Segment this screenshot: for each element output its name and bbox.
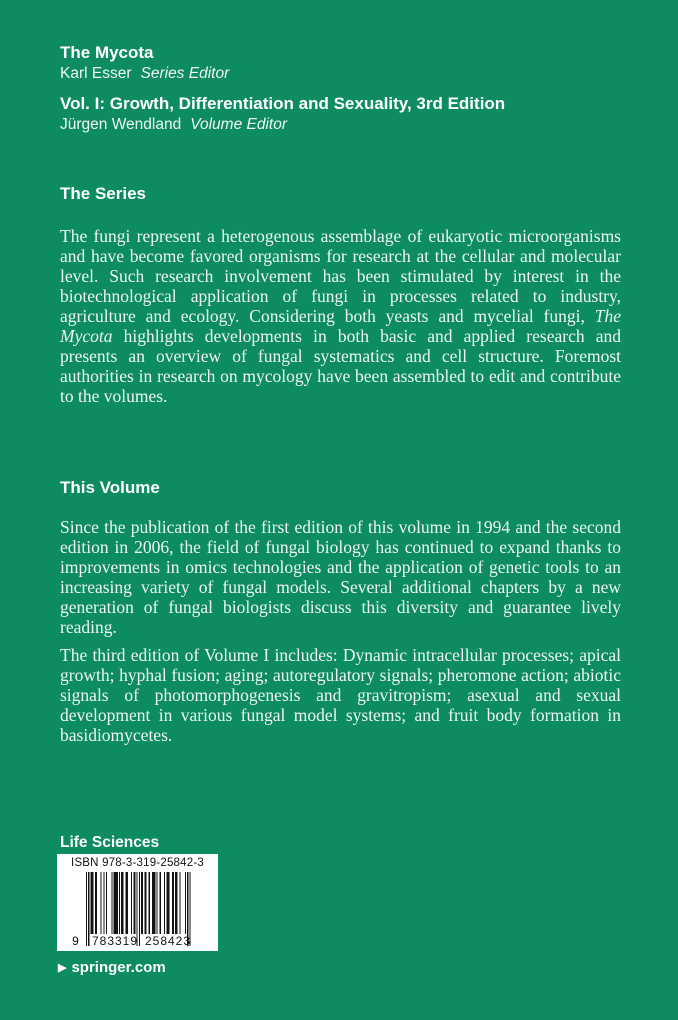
- series-paragraph: The fungi represent a heterogenous assemblage of eukaryotic microorganisms and have become favored organisms for research at the cellular and molecular level. Such research involvement has been stimulated by interest in the biotechnological application of fungi in processes related to industry, agriculture and ecology. Considering both yeasts and mycelial fungi, The Mycota highlights developments in both basic and applied research and presents an overview of fungal systematics and cell structure. Foremost authorities in research on mycology have been assembled to edit and contribute to the volumes.: [60, 226, 621, 406]
- series-editor-line: [60, 63, 620, 84]
- series-section-heading: The Series: [60, 184, 146, 203]
- barcode-digit-lead: 9: [72, 934, 80, 948]
- volume-title: Vol. I: Growth, Differentiation and Sexuality, 3rd Edition: [60, 94, 506, 113]
- volume-paragraph-2: The third edition of Volume I includes: Dynamic intracellular processes; apical growth; hyphal fusion; aging; autoregulatory signals; pheromone action; abiotic signals of photomorphogenesis and gravitropism; asexual and sexual development in various fungal model systems; and fruit body formation in basidiomycetes.: [60, 645, 621, 745]
- isbn-barcode: [57, 854, 218, 951]
- category-label: Life Sciences: [60, 834, 160, 851]
- isbn-number: ISBN 978-3-319-25842-3: [71, 857, 204, 869]
- volume-editor-role: Volume Editor: [190, 116, 287, 133]
- publisher-website[interactable]: [58, 959, 166, 977]
- series-section-body: [60, 226, 621, 414]
- publisher-website-label: springer.com: [71, 959, 166, 976]
- series-title: The Mycota: [60, 43, 154, 62]
- series-editor-name: Karl Esser: [60, 65, 132, 82]
- volume-section-body: [60, 517, 621, 753]
- series-editor-role: Series Editor: [140, 65, 230, 82]
- volume-editor-line: [60, 114, 620, 135]
- volume-paragraph-1: Since the publication of the first edition of this volume in 1994 and the second edition in 2006, the field of fungal biology has continued to expand thanks to improvements in omics technologies and the application of genetic tools to an increasing variety of fungal models. Several additional chapters by a new generation of fungal biologists discuss this diversity and guarantee lively reading.: [60, 517, 621, 637]
- barcode-digit-right: 258423: [144, 934, 192, 948]
- barcode-digit-left: 783319: [91, 934, 139, 948]
- volume-section-heading: This Volume: [60, 478, 160, 497]
- triangle-arrow-icon: ▶: [58, 962, 67, 974]
- volume-editor-name: Jürgen Wendland: [60, 116, 182, 133]
- header: [60, 42, 620, 135]
